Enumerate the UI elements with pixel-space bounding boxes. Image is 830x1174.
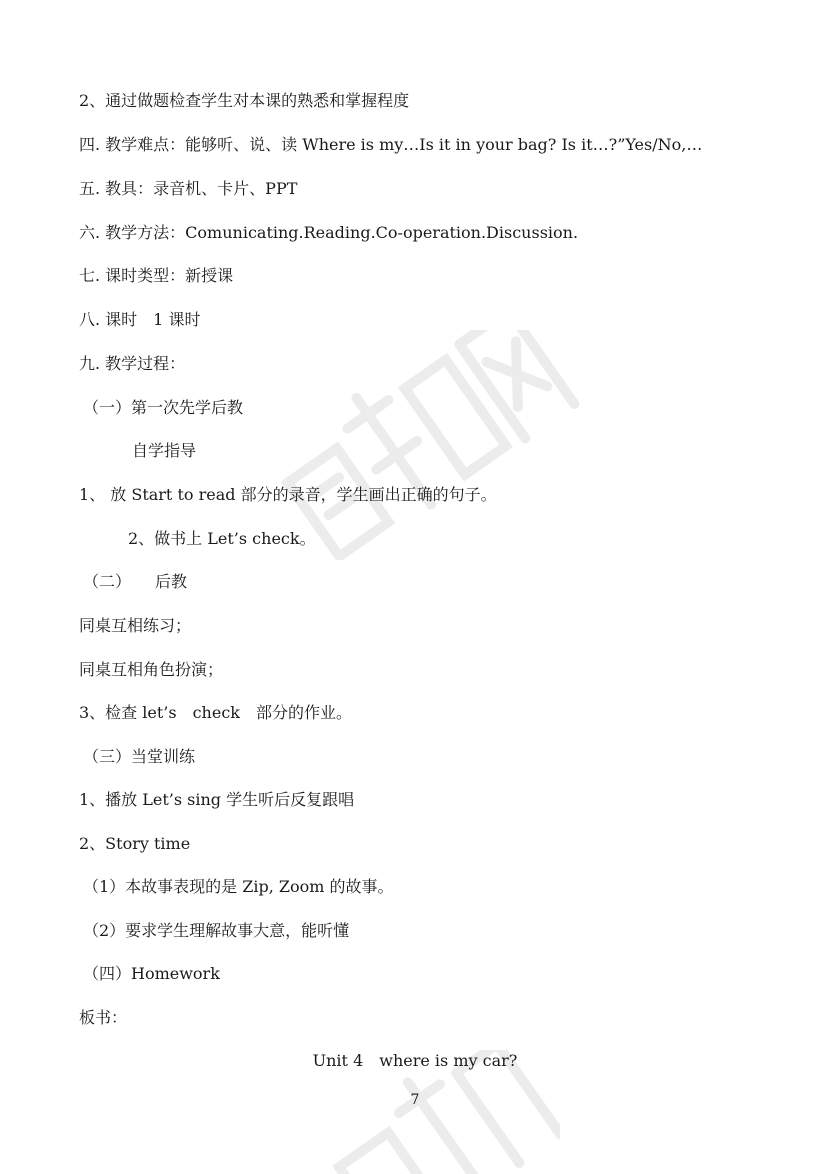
page-number: 7 xyxy=(410,1092,420,1108)
subsection-in-class-training: （三）当堂训练 xyxy=(83,747,196,766)
step-2-lets-check: 2、做书上 Let’s check。 xyxy=(128,529,316,548)
section-teaching-difficulty: 四. 教学难点：能够听、说、读 Where is my…Is it in your bag? Is it…?”Yes/No,… xyxy=(79,135,703,154)
step-3-check-homework: 3、检查 let’s check 部分的作业。 xyxy=(79,703,352,722)
watermark-logo xyxy=(250,330,590,560)
desk-mate-role-play: 同桌互相角色扮演； xyxy=(79,660,224,679)
desk-mate-practice: 同桌互相练习； xyxy=(79,616,192,635)
section-teaching-methods: 六. 教学方法：Comunicating.Reading.Co-operation.Discussion. xyxy=(79,223,579,242)
section-teaching-aids: 五. 教具：录音机、卡片、PPT xyxy=(79,179,298,198)
blackboard-title: Unit 4 where is my car? xyxy=(312,1051,518,1070)
step-1-start-to-read: 1、 放 Start to read 部分的录音，学生画出正确的句子。 xyxy=(79,485,497,504)
training-2-story-time: 2、Story time xyxy=(79,834,191,853)
subsection-after-teaching: （二） 后教 xyxy=(83,572,188,591)
objective-line-2: 2、通过做题检查学生对本课的熟悉和掌握程度 xyxy=(79,91,410,110)
section-lesson-count: 八. 课时 1 课时 xyxy=(79,310,201,329)
section-teaching-process: 九. 教学过程： xyxy=(79,354,186,373)
section-lesson-type: 七. 课时类型：新授课 xyxy=(79,266,234,285)
subsection-first-learn-then-teach: （一）第一次先学后教 xyxy=(83,398,244,417)
story-point-2: （2）要求学生理解故事大意，能听懂 xyxy=(83,921,350,940)
training-1-lets-sing: 1、播放 Let’s sing 学生听后反复跟唱 xyxy=(79,790,355,809)
blackboard-label: 板书： xyxy=(79,1008,128,1027)
subsection-homework: （四）Homework xyxy=(83,964,220,983)
story-point-1: （1）本故事表现的是 Zip, Zoom 的故事。 xyxy=(83,877,394,896)
self-study-guide: 自学指导 xyxy=(132,441,197,460)
